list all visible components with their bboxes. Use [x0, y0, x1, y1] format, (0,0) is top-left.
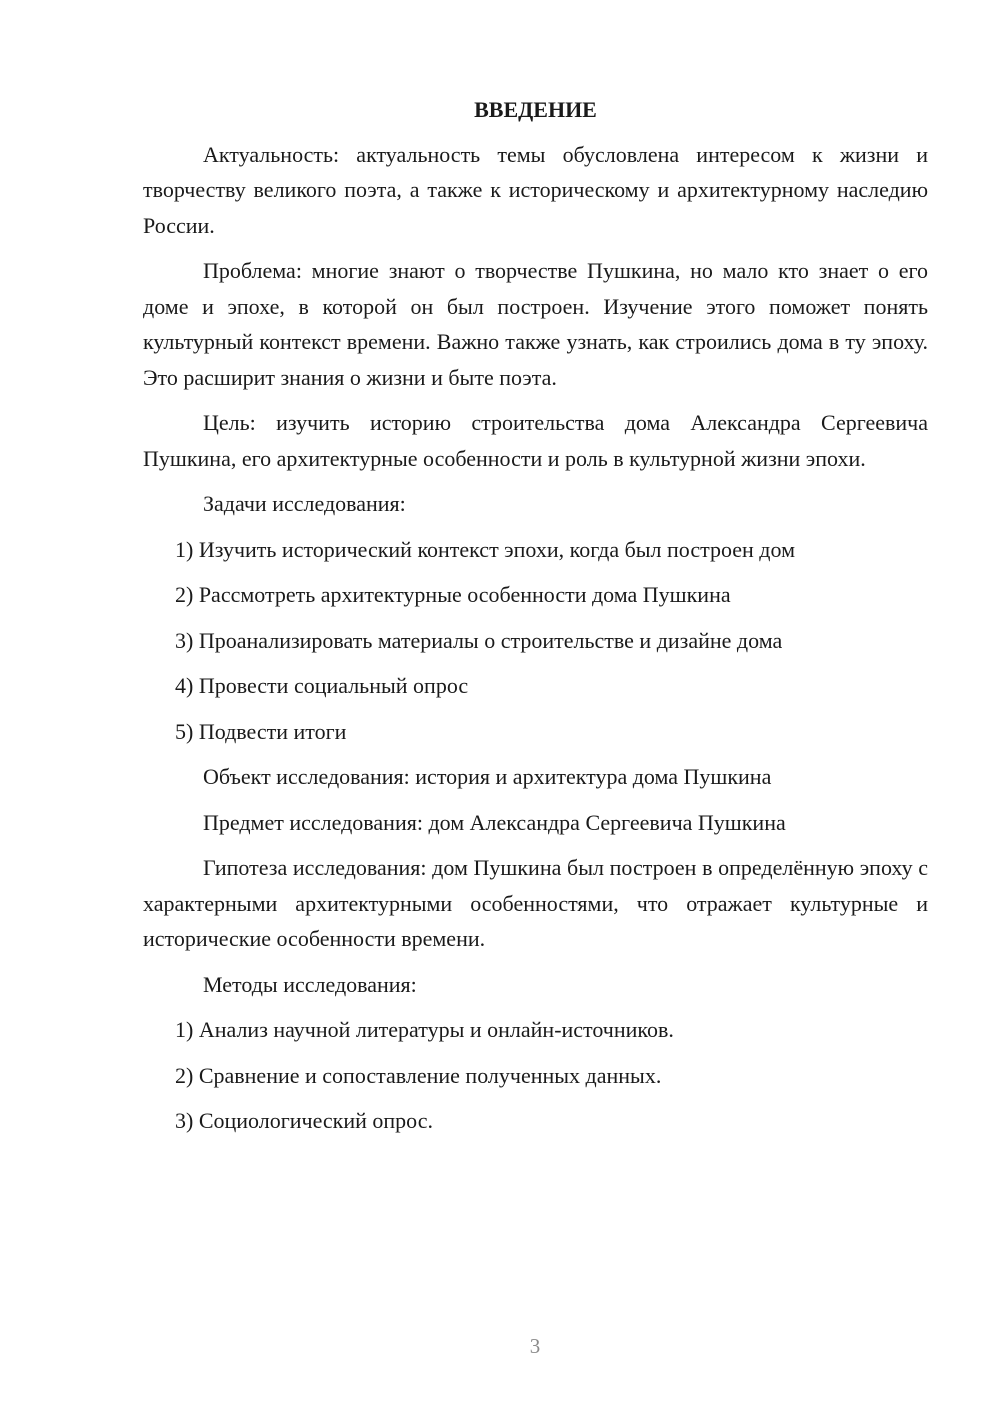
- goal-paragraph: Цель: изучить историю строительства дома Александра Сергеевича Пушкина, его архитектурные особенности и роль в культурной жизни эпохи.: [143, 410, 928, 471]
- task-item: 1) Изучить исторический контекст эпохи, когда был построен дом: [175, 536, 796, 562]
- method-item: 3) Социологический опрос.: [175, 1108, 433, 1133]
- problem-paragraph: Проблема: многие знают о творчестве Пушкина, но мало кто знает о его доме и эпохе, в которой он был построен. Изучение этого поможет понять культурный контекст времени. Важно также узнать, как строились дома в ту эпоху. Это расширит знания о жизни и быте поэта.: [143, 258, 928, 390]
- actuality-paragraph: Актуальность: актуальность темы обусловлена интересом к жизни и творчеству великого поэта, а также к историческому и архитектурному наследию России.: [143, 141, 928, 238]
- page-number: 3: [529, 1334, 541, 1358]
- section-heading: ВВЕДЕНИЕ: [474, 97, 597, 122]
- subject-line: Предмет исследования: дом Александра Сергеевича Пушкина: [203, 809, 786, 835]
- method-item: 1) Анализ научной литературы и онлайн-источников.: [175, 1017, 674, 1042]
- hypothesis-paragraph: Гипотеза исследования: дом Пушкина был построен в определённую эпоху с характерными архитектурными особенностями, что отражает культурные и исторические особенности времени.: [143, 855, 928, 951]
- methods-title: Методы исследования:: [203, 971, 417, 997]
- task-item: 2) Рассмотреть архитектурные особенности дома Пушкина: [175, 582, 731, 607]
- page-content: [143, 92, 928, 1149]
- method-item: 2) Сравнение и сопоставление полученных данных.: [175, 1062, 662, 1088]
- tasks-title: Задачи исследования:: [203, 491, 406, 516]
- object-line: Объект исследования: история и архитектура дома Пушкина: [203, 764, 772, 789]
- task-item: 3) Проанализировать материалы о строительстве и дизайне дома: [175, 627, 783, 653]
- task-item: 5) Подвести итоги: [175, 718, 347, 744]
- task-item: 4) Провести социальный опрос: [175, 673, 469, 698]
